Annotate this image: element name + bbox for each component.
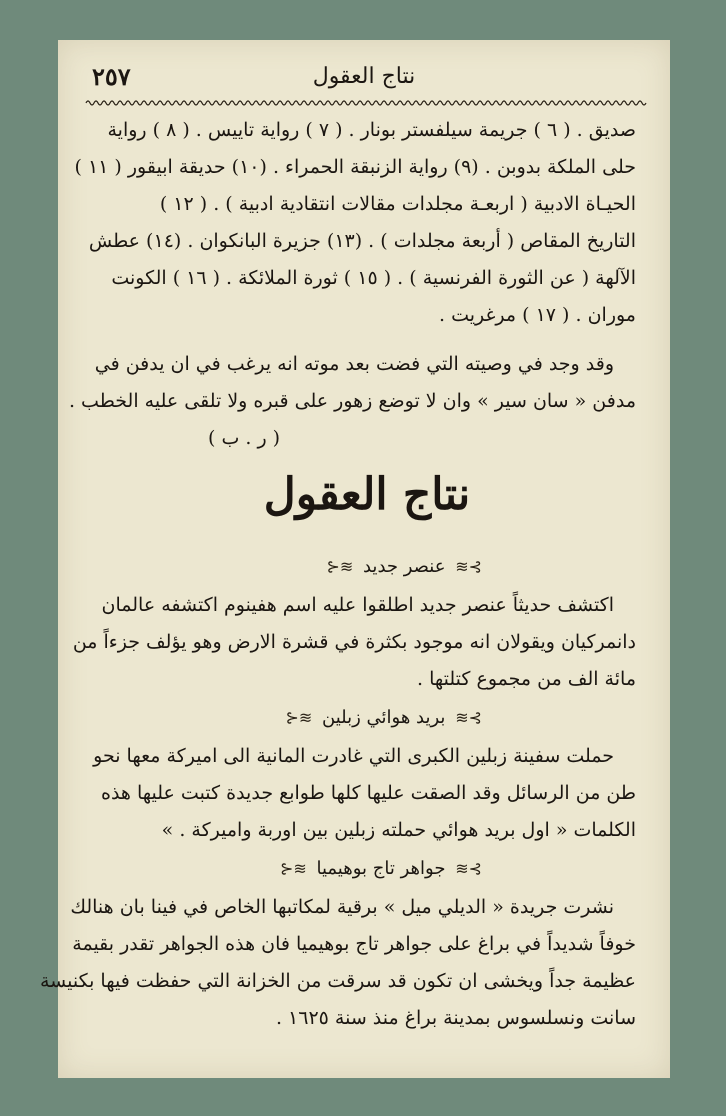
- section-heading: [98, 849, 636, 889]
- section-heading: [98, 547, 636, 587]
- book-page: [40, 40, 670, 1078]
- text-line: حلى الملكة بدوبن . (٩) رواية الزنبقة الحمراء . (١٠) حديقة ابيقور ( ١١ ): [74, 156, 636, 178]
- ornament-icon: ≋⊰: [279, 859, 307, 878]
- ornament-icon: ⊱≋: [455, 557, 482, 576]
- text-line: دانمركيان ويقولان انه موجود بكثرة في قشرة الارض وهو يؤلف جزءاً من: [72, 631, 636, 653]
- page-number: ٢٥٧: [92, 62, 131, 91]
- text-line: موران . ( ١٧ ) مرغريت .: [438, 304, 636, 326]
- text-line: مائة الف من مجموع كتلتها .: [417, 668, 636, 690]
- section-heading-text: جواهر تاج بوهيميا: [316, 858, 446, 879]
- section-heading: [98, 698, 636, 738]
- text-line: عظيمة جداً ويخشى ان تكون قد سرقت من الخزانة التي حفظت فيها بكنيسة: [40, 970, 636, 992]
- ornament-icon: ≋⊰: [326, 557, 354, 576]
- text-line: الآلهة ( عن الثورة الفرنسية ) . ( ١٥ ) ثورة الملائكة . ( ١٦ ) الكونت: [111, 267, 636, 289]
- section-heading-text: بريد هوائي زبلين: [322, 707, 446, 728]
- text-line: الكلمات « اول بريد هوائي حملته زبلين بين اوربة واميركة . »: [161, 819, 636, 841]
- running-title: نتاج العقول: [312, 64, 416, 89]
- ornament-icon: ⊱≋: [455, 708, 482, 727]
- wavy-rule-divider: [86, 98, 642, 108]
- text-line: طن من الرسائل وقد الصقت عليها كلها طوابع جديدة كتبت عليها هذه: [100, 782, 636, 804]
- text-line: اكتشف حديثاً عنصر جديد اطلقوا عليه اسم هفينوم اكتشفه عالمان: [101, 594, 614, 616]
- text-line: مدفن « سان سير » وان لا توضع زهور على قبره ولا تلقى عليه الخطب .: [68, 390, 636, 412]
- text-line: التاريخ المقاص ( أربعة مجلدات ) . (١٣) جزيرة البانكوان . (١٤) عطش: [88, 230, 636, 252]
- section-heading-text: عنصر جديد: [362, 556, 446, 577]
- ornament-icon: ≋⊰: [285, 708, 313, 727]
- text-line: سانت ونسلسوس بمدينة براغ منذ سنة ١٦٢٥ .: [275, 1007, 636, 1029]
- ornament-icon: ⊱≋: [455, 859, 482, 878]
- text-line: الحيـاة الادبية ( اربعـة مجلدات مقالات انتقادية ادبية ) . ( ١٢ ): [159, 193, 636, 215]
- text-line: حملت سفينة زبلين الكبرى التي غادرت المانية الى اميركة معها نحو: [93, 745, 614, 767]
- author-signature: ( ر . ب ): [208, 427, 281, 449]
- text-line: وقد وجد في وصيته التي فضت بعد موته انه يرغب في ان يدفن في: [94, 353, 614, 375]
- text-line: نشرت جريدة « الديلي ميل » برقية لمكاتبها الخاص في فينا بان هنالك: [70, 896, 614, 918]
- page-header: [88, 58, 640, 98]
- text-line: خوفاً شديداً في براغ على جواهر تاج بوهيميا فان هذه الجواهر تقدر بقيمة: [72, 933, 636, 955]
- page-body: [40, 112, 636, 1037]
- section-main-title: نتاج العقول: [263, 469, 471, 520]
- text-line: صديق . ( ٦ ) جريمة سيلفستر بونار . ( ٧ ) رواية تاييس . ( ٨ ) رواية: [107, 119, 636, 141]
